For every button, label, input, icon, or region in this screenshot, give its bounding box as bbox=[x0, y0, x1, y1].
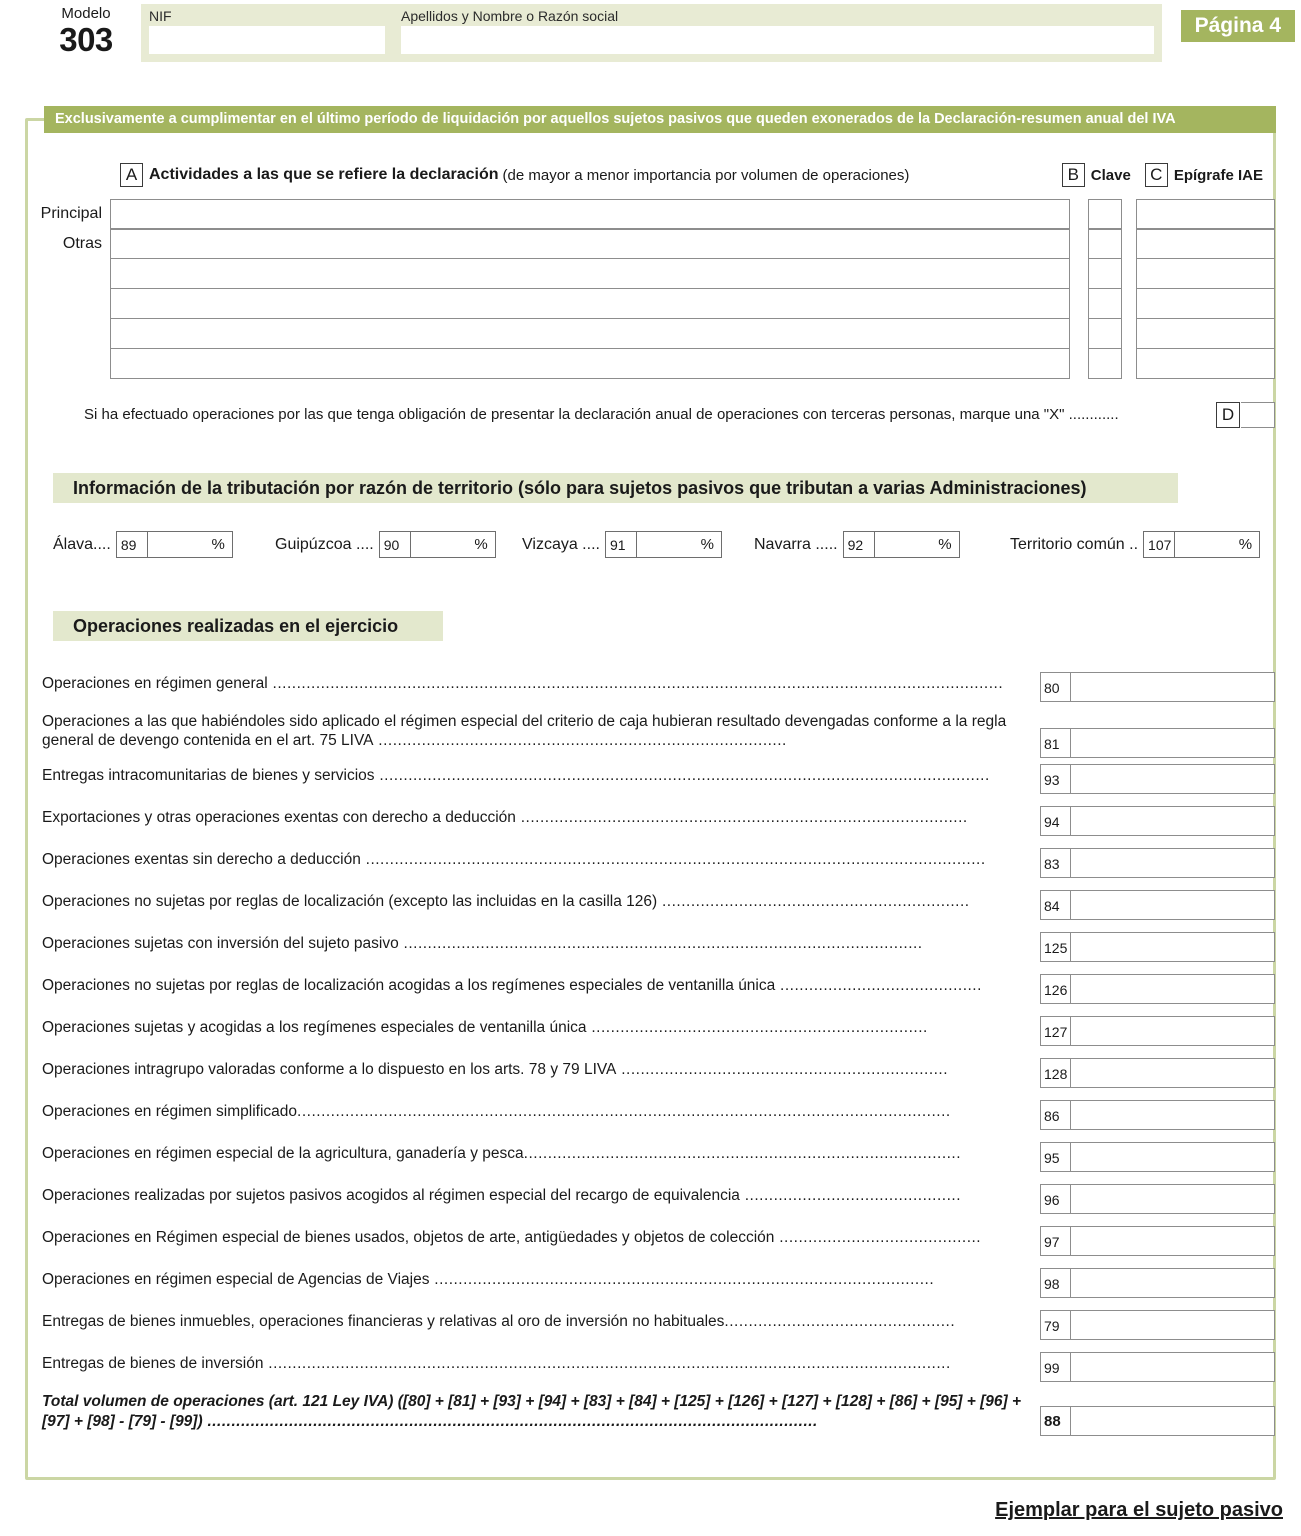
territorio-label: Vizcaya .... bbox=[522, 535, 600, 553]
activity-row-otras-1 bbox=[0, 229, 1301, 259]
page-header bbox=[0, 0, 1301, 72]
operacion-total-row bbox=[0, 1392, 1301, 1450]
territorio-label: Territorio común .. bbox=[1010, 535, 1139, 553]
operacion-input[interactable] bbox=[1070, 764, 1275, 794]
activity-clave-input[interactable] bbox=[1088, 229, 1122, 259]
operacion-code: 93 bbox=[1040, 764, 1070, 794]
nif-field-group bbox=[141, 4, 393, 62]
operacion-row bbox=[0, 846, 1301, 888]
operacion-code: 80 bbox=[1040, 672, 1070, 702]
modelo-block bbox=[38, 6, 134, 56]
operaciones-heading: Operaciones realizadas en el ejercicio bbox=[53, 611, 443, 641]
section-a-letter: A bbox=[120, 163, 143, 187]
epigrafe-label: Epígrafe IAE bbox=[1173, 166, 1263, 184]
activity-epigrafe-input[interactable] bbox=[1136, 229, 1275, 259]
operacion-input[interactable] bbox=[1070, 1184, 1275, 1214]
clave-epigrafe-header bbox=[1062, 163, 1277, 187]
operacion-label: Operaciones exentas sin derecho a deducción ................................................................................................................................. bbox=[42, 851, 986, 868]
activity-description-input[interactable] bbox=[110, 319, 1070, 349]
operacion-code: 79 bbox=[1040, 1310, 1070, 1340]
activity-description-input[interactable] bbox=[110, 229, 1070, 259]
operacion-code: 94 bbox=[1040, 806, 1070, 836]
operacion-total-label: Total volumen de operaciones (art. 121 Ley IVA) ([80] + [81] + [93] + [94] + [83] + [84] + [125] + [126] + [127] + [128] + [86] + [95] + [96] + [97] + [98] - [79] - [99]) ............................................................................................................................... bbox=[42, 1393, 1022, 1430]
operacion-label: Operaciones realizadas por sujetos pasivos acogidos al régimen especial del recargo de equivalencia ............................................. bbox=[42, 1187, 962, 1204]
operacion-input[interactable] bbox=[1070, 1100, 1275, 1130]
operacion-label: Entregas de bienes inmuebles, operaciones financieras y relativas al oro de inversión no habituales................................................ bbox=[42, 1313, 956, 1330]
operacion-label: Operaciones en régimen simplificado........................................................................................................................................ bbox=[42, 1103, 951, 1120]
operacion-row bbox=[0, 1266, 1301, 1308]
territorio-item-guipuzcoa bbox=[275, 531, 496, 558]
operacion-input[interactable] bbox=[1070, 1142, 1275, 1172]
section-d-text: Si ha efectuado operaciones por las que tenga obligación de presentar la declaración anual de operaciones con terceras personas, marque una "X" ............ bbox=[84, 406, 1119, 423]
operaciones-list bbox=[0, 670, 1301, 1450]
epigrafe-letter: C bbox=[1145, 163, 1168, 187]
activity-row-principal bbox=[0, 199, 1301, 229]
territorio-code: 90 bbox=[380, 532, 411, 557]
operacion-code: 95 bbox=[1040, 1142, 1070, 1172]
operacion-code: 125 bbox=[1040, 932, 1070, 962]
territorio-label: Guipúzcoa .... bbox=[275, 535, 374, 553]
operacion-code: 83 bbox=[1040, 848, 1070, 878]
activity-row-otras-2 bbox=[0, 259, 1301, 289]
activity-row-otras-5 bbox=[0, 349, 1301, 379]
operacion-label: Operaciones a las que habiéndoles sido aplicado el régimen especial del criterio de caja hubieran resultado devengadas conforme a la regla general de devengo contenida en el art. 75 LIVA ..................................................................................... bbox=[42, 713, 1007, 749]
operacion-input[interactable] bbox=[1070, 848, 1275, 878]
territorio-input-group[interactable] bbox=[116, 531, 233, 558]
operacion-input[interactable] bbox=[1070, 1226, 1275, 1256]
operacion-input[interactable] bbox=[1070, 1352, 1275, 1382]
territorio-item-alava bbox=[53, 531, 233, 558]
activity-row-otras-3 bbox=[0, 289, 1301, 319]
activity-epigrafe-input[interactable] bbox=[1136, 199, 1275, 229]
territorio-value[interactable]: % bbox=[700, 536, 714, 553]
operacion-label: Operaciones no sujetas por reglas de localización acogidas a los regímenes especiales de ventanilla única .......................................... bbox=[42, 977, 982, 994]
activity-row-label: Principal bbox=[40, 205, 102, 222]
page-badge: Página 4 bbox=[1181, 10, 1295, 42]
operacion-label: Operaciones en régimen especial de la agricultura, ganadería y pesca........................................................................................... bbox=[42, 1145, 962, 1162]
activity-epigrafe-input[interactable] bbox=[1136, 259, 1275, 289]
section-d-letter: D bbox=[1216, 402, 1240, 428]
territorio-item-comun bbox=[1010, 531, 1260, 558]
territorio-input-group[interactable] bbox=[379, 531, 496, 558]
operacion-row bbox=[0, 1056, 1301, 1098]
section-d-row bbox=[0, 400, 1301, 430]
operacion-input[interactable] bbox=[1070, 890, 1275, 920]
operacion-row bbox=[0, 972, 1301, 1014]
territorio-heading: Información de la tributación por razón de territorio (sólo para sujetos pasivos que tributan a varias Administraciones) bbox=[53, 473, 1178, 503]
activity-epigrafe-input[interactable] bbox=[1136, 289, 1275, 319]
territorio-code: 89 bbox=[117, 532, 148, 557]
footer-note: Ejemplar para el sujeto pasivo bbox=[995, 1499, 1283, 1521]
activity-description-input[interactable] bbox=[110, 199, 1070, 229]
exclusivity-banner: Exclusivamente a cumplimentar en el último período de liquidación por aquellos sujetos pasivos que queden exonerados de la Declaración-resumen anual del IVA bbox=[44, 106, 1276, 133]
operacion-input[interactable] bbox=[1070, 1016, 1275, 1046]
nombre-input[interactable] bbox=[401, 26, 1154, 54]
activity-row-label: Otras bbox=[62, 235, 102, 252]
section-a-subtitle: (de mayor a menor importancia por volumen de operaciones) bbox=[502, 166, 910, 184]
nif-label: NIF bbox=[149, 8, 172, 24]
territorio-input-group[interactable] bbox=[843, 531, 960, 558]
activity-epigrafe-input[interactable] bbox=[1136, 319, 1275, 349]
operacion-total-code: 88 bbox=[1040, 1406, 1070, 1436]
territorio-value[interactable]: % bbox=[1238, 536, 1253, 553]
territorio-code: 92 bbox=[844, 532, 875, 557]
modelo-number: 303 bbox=[59, 21, 113, 58]
activity-description-input[interactable] bbox=[110, 289, 1070, 319]
operacion-code: 99 bbox=[1040, 1352, 1070, 1382]
operacion-row bbox=[0, 1182, 1301, 1224]
territorio-value[interactable]: % bbox=[211, 536, 225, 553]
operacion-code: 81 bbox=[1040, 728, 1070, 758]
operacion-code: 97 bbox=[1040, 1226, 1070, 1256]
activity-description-input[interactable] bbox=[110, 259, 1070, 289]
territorio-code: 107 bbox=[1144, 532, 1175, 557]
operacion-label: Operaciones sujetas con inversión del sujeto pasivo ............................................................................................................ bbox=[42, 935, 923, 952]
clave-label: Clave bbox=[1090, 166, 1131, 184]
activities-grid bbox=[0, 199, 1301, 379]
activity-row-otras-4 bbox=[0, 319, 1301, 349]
territorio-value[interactable]: % bbox=[474, 536, 488, 553]
operacion-row bbox=[0, 1014, 1301, 1056]
operacion-label: Operaciones sujetas y acogidas a los regímenes especiales de ventanilla única ...................................................................... bbox=[42, 1019, 928, 1036]
activity-clave-input[interactable] bbox=[1088, 319, 1122, 349]
activity-clave-input[interactable] bbox=[1088, 289, 1122, 319]
territorio-code: 91 bbox=[606, 532, 637, 557]
territorio-input-group[interactable] bbox=[1143, 531, 1260, 558]
operacion-input[interactable] bbox=[1070, 974, 1275, 1004]
operacion-code: 127 bbox=[1040, 1016, 1070, 1046]
operacion-row bbox=[0, 712, 1301, 754]
territorio-label: Álava.... bbox=[53, 535, 111, 553]
operacion-row bbox=[0, 1308, 1301, 1350]
section-a-title: Actividades a las que se refiere la declaración bbox=[149, 166, 499, 183]
identification-strip bbox=[141, 4, 1162, 62]
activity-epigrafe-input[interactable] bbox=[1136, 349, 1275, 379]
operacion-code: 126 bbox=[1040, 974, 1070, 1004]
operacion-row bbox=[0, 888, 1301, 930]
operacion-code: 98 bbox=[1040, 1268, 1070, 1298]
territorio-value[interactable]: % bbox=[938, 536, 952, 553]
section-a-header bbox=[120, 163, 909, 187]
operacion-total-input[interactable] bbox=[1070, 1406, 1275, 1436]
operacion-input[interactable] bbox=[1070, 728, 1275, 758]
operacion-input[interactable] bbox=[1070, 1310, 1275, 1340]
territorio-item-vizcaya bbox=[522, 531, 722, 558]
operacion-row bbox=[0, 762, 1301, 804]
activity-clave-input[interactable] bbox=[1088, 199, 1122, 229]
nif-input[interactable] bbox=[149, 26, 385, 54]
clave-letter: B bbox=[1062, 163, 1085, 187]
operacion-input[interactable] bbox=[1070, 672, 1275, 702]
operacion-code: 96 bbox=[1040, 1184, 1070, 1214]
modelo-word: Modelo bbox=[61, 5, 111, 22]
operacion-label: Operaciones en Régimen especial de bienes usados, objetos de arte, antigüedades y objetos de colección .......................................... bbox=[42, 1229, 982, 1246]
operacion-input[interactable] bbox=[1070, 1268, 1275, 1298]
operacion-row bbox=[0, 1224, 1301, 1266]
activity-clave-input[interactable] bbox=[1088, 259, 1122, 289]
territorio-item-navarra bbox=[754, 531, 960, 558]
territorio-fields bbox=[0, 531, 1301, 561]
operacion-label: Operaciones en régimen especial de Agencias de Viajes ........................................................................................................ bbox=[42, 1271, 935, 1288]
nombre-label: Apellidos y Nombre o Razón social bbox=[401, 8, 619, 24]
operacion-row bbox=[0, 1098, 1301, 1140]
operacion-label: Exportaciones y otras operaciones exentas con derecho a deducción ............................................................................................. bbox=[42, 809, 968, 826]
operacion-input[interactable] bbox=[1070, 932, 1275, 962]
activity-description-input[interactable] bbox=[110, 349, 1070, 379]
operacion-row bbox=[0, 670, 1301, 712]
operacion-row bbox=[0, 1140, 1301, 1182]
operacion-label: Operaciones no sujetas por reglas de localización (excepto las incluidas en la casilla 126) ................................................................ bbox=[42, 893, 970, 910]
operacion-row bbox=[0, 804, 1301, 846]
territorio-input-group[interactable] bbox=[605, 531, 722, 558]
operacion-input[interactable] bbox=[1070, 1058, 1275, 1088]
operacion-row bbox=[0, 1350, 1301, 1392]
nombre-field-group bbox=[393, 4, 1162, 62]
operacion-input[interactable] bbox=[1070, 806, 1275, 836]
operacion-code: 128 bbox=[1040, 1058, 1070, 1088]
operacion-code: 86 bbox=[1040, 1100, 1070, 1130]
operacion-code: 84 bbox=[1040, 890, 1070, 920]
operacion-label: Entregas intracomunitarias de bienes y servicios ............................................................................................................................... bbox=[42, 767, 990, 784]
section-d-checkbox[interactable] bbox=[1241, 402, 1275, 428]
operacion-label: Operaciones intragrupo valoradas conforme a lo dispuesto en los arts. 78 y 79 LIVA .................................................................... bbox=[42, 1061, 949, 1078]
activity-clave-input[interactable] bbox=[1088, 349, 1122, 379]
operacion-row bbox=[0, 930, 1301, 972]
operacion-label: Entregas de bienes de inversión .............................................................................................................................................. bbox=[42, 1355, 951, 1372]
operacion-label: Operaciones en régimen general ........................................................................................................................................................ bbox=[42, 675, 1004, 692]
territorio-label: Navarra ..... bbox=[754, 535, 838, 553]
